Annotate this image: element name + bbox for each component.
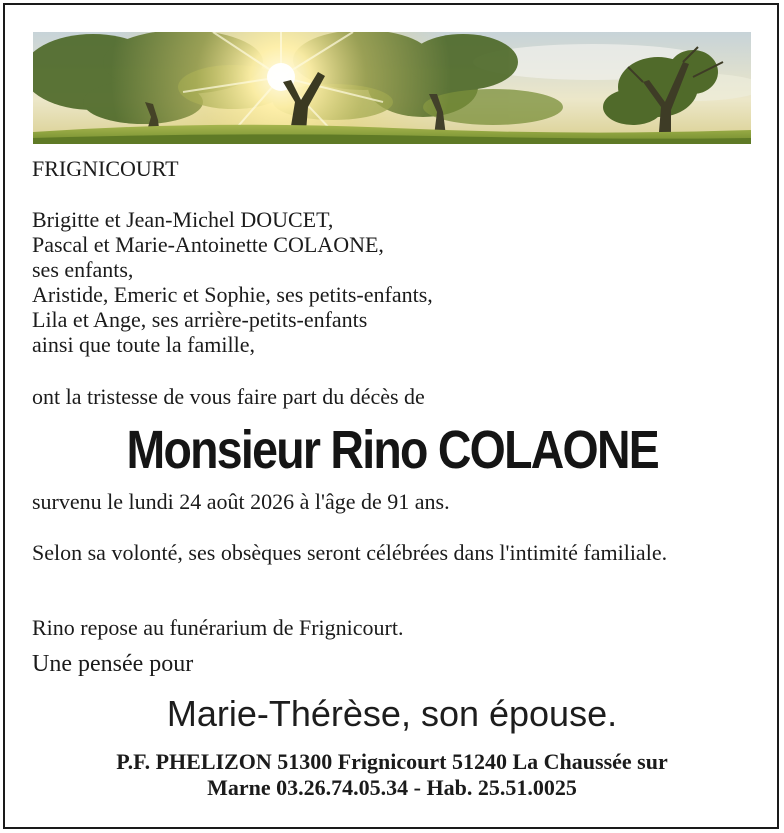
deceased-name: Monsieur Rino COLAONE [126, 420, 659, 480]
family-line: Lila et Ange, ses arrière-petits-enfants [32, 307, 368, 332]
banner-image [33, 32, 751, 144]
funeral-info: Selon sa volonté, ses obsèques seront célébrées dans l'intimité familiale. [32, 540, 668, 565]
announcement-text: ont la tristesse de vous faire part du décès de [32, 384, 425, 409]
undertaker-line: Marne 03.26.74.05.34 - Hab. 25.51.0025 [207, 775, 577, 800]
family-list [32, 207, 753, 357]
family-line: ainsi que toute la famille, [32, 332, 255, 357]
town-heading: FRIGNICOURT [32, 156, 179, 181]
undertaker-line: P.F. PHELIZON 51300 Frignicourt 51240 La Chaussée sur [116, 749, 668, 774]
resting-place: Rino repose au funérarium de Frignicourt. [32, 615, 404, 640]
undertaker-info [30, 749, 754, 801]
family-line: Aristide, Emeric et Sophie, ses petits-enfants, [32, 282, 433, 307]
spouse-line: Marie-Thérèse, son épouse. [166, 693, 618, 734]
death-details: survenu le lundi 24 août 2026 à l'âge de 91 ans. [32, 489, 450, 514]
family-line: Brigitte et Jean-Michel DOUCET, [32, 207, 334, 232]
family-line: Pascal et Marie-Antoinette COLAONE, [32, 232, 384, 257]
thought-intro: Une pensée pour [32, 651, 194, 677]
family-line: ses enfants, [32, 257, 134, 282]
